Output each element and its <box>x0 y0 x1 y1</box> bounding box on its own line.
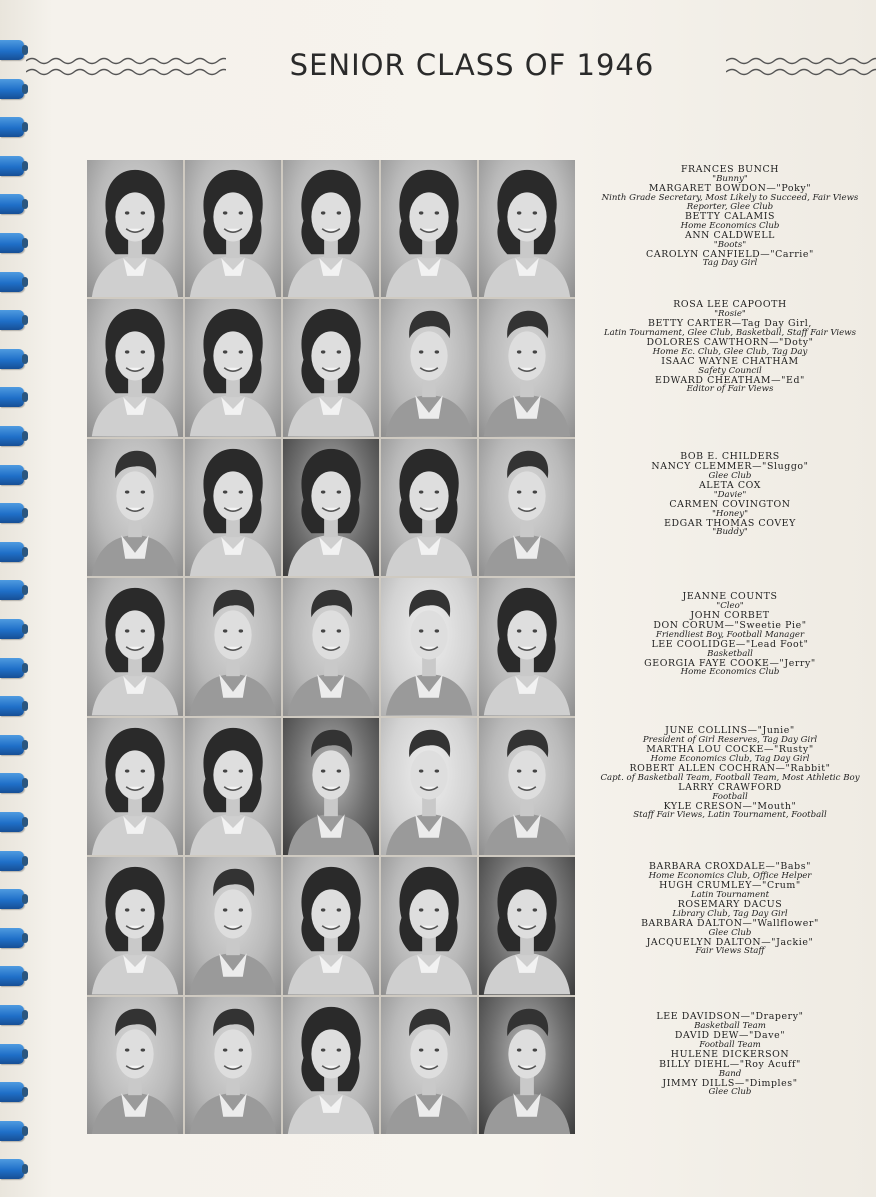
binding-coil <box>0 1005 24 1025</box>
student-name: JUNE COLLINS—"Junie" <box>665 725 795 736</box>
student-name: LEE DAVIDSON—"Drapery" <box>656 1011 804 1022</box>
binding-coil <box>0 696 24 716</box>
student-entry <box>590 1079 870 1098</box>
student-name: CAROLYN CANFIELD—"Carrie" <box>646 248 814 260</box>
student-detail: Latin Tournament <box>690 889 770 900</box>
student-entry <box>590 500 870 519</box>
portrait-photo <box>87 439 183 576</box>
student-name: MARGARET BOWDON—"Poky" <box>648 182 812 194</box>
portrait-photo <box>381 857 477 994</box>
portrait-grid <box>87 160 575 1134</box>
binding-coil <box>0 928 24 948</box>
student-entry <box>590 1060 870 1079</box>
portrait-photo <box>283 578 379 715</box>
binding-coil <box>0 156 24 176</box>
student-entry <box>590 184 870 212</box>
name-block <box>590 592 870 677</box>
binding-coil <box>0 349 24 369</box>
binding-coil <box>0 117 24 137</box>
student-entry <box>590 231 870 250</box>
binding-coil <box>0 580 24 600</box>
student-entry <box>590 592 870 611</box>
student-detail: Tag Day Girl <box>702 258 758 269</box>
portrait-photo <box>87 997 183 1134</box>
student-detail: Library Club, Tag Day Girl <box>672 908 788 919</box>
student-entry <box>590 640 870 659</box>
student-detail: Latin Tournament, Glee Club, Basketball, Staff Fair Views <box>603 327 857 338</box>
portrait-photo <box>87 299 183 436</box>
student-entry <box>590 919 870 938</box>
student-detail: Safety Council <box>698 365 762 376</box>
binding-coil <box>0 1044 24 1064</box>
student-name: CARMEN COVINGTON <box>669 498 791 510</box>
portrait-photo <box>185 857 281 994</box>
portrait-photo <box>283 299 379 436</box>
name-block <box>590 165 870 268</box>
student-name: HUGH CRUMLEY—"Crum" <box>659 879 801 891</box>
student-entry <box>590 881 870 900</box>
portrait-photo <box>87 857 183 994</box>
portrait-photo <box>87 718 183 855</box>
student-detail: Glee Club <box>708 927 752 938</box>
student-detail: Basketball Team <box>694 1020 766 1031</box>
binding-coil <box>0 233 24 253</box>
portrait-photo <box>283 718 379 855</box>
title-row <box>20 44 876 88</box>
student-detail: "Honey" <box>711 508 749 519</box>
student-detail: "Cleo" <box>716 600 744 611</box>
portrait-photo <box>381 578 477 715</box>
binding-coil <box>0 542 24 562</box>
student-detail: "Davie" <box>713 489 747 500</box>
binding-coil <box>0 735 24 755</box>
student-name: MARTHA LOU COCKE—"Rusty" <box>646 743 814 755</box>
student-detail: Home Economics Club <box>680 667 780 678</box>
student-name: DAVID DEW—"Dave" <box>674 1029 786 1041</box>
student-entry <box>590 802 870 821</box>
student-entry <box>590 338 870 357</box>
student-name: BARBARA DALTON—"Wallflower" <box>641 917 819 929</box>
student-entry <box>590 250 870 269</box>
portrait-photo <box>479 857 575 994</box>
student-name: BOB E. CHILDERS <box>680 451 780 462</box>
student-name: ISAAC WAYNE CHATHAM <box>661 355 799 367</box>
student-entry <box>590 300 870 319</box>
portrait-photo <box>185 439 281 576</box>
student-name: JEANNE COUNTS <box>682 591 778 602</box>
portrait-photo <box>283 857 379 994</box>
binding-coil <box>0 503 24 523</box>
student-detail: Editor of Fair Views <box>686 384 774 395</box>
student-name: ROSEMARY DACUS <box>677 898 783 910</box>
portrait-photo <box>283 439 379 576</box>
student-detail: Home Economics Club, Office Helper <box>648 870 812 881</box>
student-detail: Staff Fair Views, Latin Tournament, Football <box>633 810 827 821</box>
student-name: FRANCES BUNCH <box>680 164 780 175</box>
portrait-photo <box>479 439 575 576</box>
student-detail: Glee Club <box>708 470 752 481</box>
student-entry <box>590 319 870 338</box>
portrait-photo <box>381 160 477 297</box>
student-detail: Home Economics Club <box>680 220 780 231</box>
binding-coil <box>0 194 24 214</box>
binding-coil <box>0 773 24 793</box>
student-entry <box>590 1031 870 1050</box>
student-entry <box>590 862 870 881</box>
student-detail: Friendliest Boy, Football Manager <box>655 629 805 640</box>
binding-coil <box>0 966 24 986</box>
binding-coil <box>0 812 24 832</box>
student-entry <box>590 783 870 802</box>
student-name: LARRY CRAWFORD <box>678 781 782 793</box>
student-entry <box>590 212 870 231</box>
name-block <box>590 726 870 820</box>
portrait-photo <box>479 718 575 855</box>
binding-coil <box>0 658 24 678</box>
spiral-binding <box>0 40 30 1190</box>
student-detail: Basketball <box>707 648 753 659</box>
student-detail: "Rosie" <box>714 308 746 319</box>
portrait-photo <box>185 160 281 297</box>
student-entry <box>590 481 870 500</box>
name-block <box>590 1012 870 1097</box>
binding-coil <box>0 889 24 909</box>
student-name: JIMMY DILLS—"Dimples" <box>662 1077 798 1089</box>
student-name: GEORGIA FAYE COOKE—"Jerry" <box>644 657 816 669</box>
student-entry <box>590 462 870 481</box>
binding-coil <box>0 851 24 871</box>
student-detail: Home Ec. Club, Glee Club, Tag Day <box>652 346 808 357</box>
student-name: BILLY DIEHL—"Roy Acuff" <box>659 1058 801 1070</box>
portrait-photo <box>381 997 477 1134</box>
student-name: LEE COOLIDGE—"Lead Foot" <box>651 638 809 650</box>
name-block <box>590 862 870 956</box>
student-entry <box>590 659 870 678</box>
binding-coil <box>0 1121 24 1141</box>
student-entry <box>590 764 870 783</box>
student-name: JOHN CORBET <box>690 609 770 621</box>
student-name: ALETA COX <box>698 479 762 491</box>
student-detail: "Buddy" <box>712 527 748 538</box>
student-name: EDWARD CHEATHAM—"Ed" <box>655 374 805 386</box>
binding-coil <box>0 1082 24 1102</box>
portrait-photo <box>479 299 575 436</box>
student-entry <box>590 519 870 538</box>
student-detail: Home Economics Club, Tag Day Girl <box>650 753 810 764</box>
student-name: BARBARA CROXDALE—"Babs" <box>648 861 812 872</box>
student-entry <box>590 900 870 919</box>
portrait-photo <box>283 997 379 1134</box>
student-entry <box>590 1012 870 1031</box>
student-detail: "Bunny" <box>712 173 748 184</box>
student-detail: Capt. of Basketball Team, Football Team, Most Athletic Boy <box>600 772 860 783</box>
student-name: ROBERT ALLEN COCHRAN—"Rabbit" <box>629 762 831 774</box>
portrait-photo <box>479 578 575 715</box>
portrait-photo <box>479 997 575 1134</box>
student-name: JACQUELYN DALTON—"Jackie" <box>646 936 814 948</box>
binding-coil <box>0 310 24 330</box>
student-entry <box>590 357 870 376</box>
student-entry <box>590 165 870 184</box>
wave-ornament-right-icon <box>726 54 876 80</box>
portrait-photo <box>283 160 379 297</box>
binding-coil <box>0 619 24 639</box>
student-detail: Glee Club <box>708 1087 752 1098</box>
portrait-photo <box>185 578 281 715</box>
binding-coil <box>0 272 24 292</box>
student-entry <box>590 621 870 640</box>
binding-coil <box>0 387 24 407</box>
student-name: NANCY CLEMMER—"Sluggo" <box>651 460 809 472</box>
portrait-photo <box>381 439 477 576</box>
binding-coil <box>0 426 24 446</box>
portrait-photo <box>381 718 477 855</box>
student-name: ROSA LEE CAPOOTH <box>673 299 787 310</box>
student-entry <box>590 376 870 395</box>
portrait-photo <box>479 160 575 297</box>
student-name: EDGAR THOMAS COVEY <box>664 517 796 529</box>
student-detail: Football Team <box>699 1039 761 1050</box>
portrait-photo <box>87 578 183 715</box>
student-name: KYLE CRESON—"Mouth" <box>663 800 797 812</box>
page-title: SENIOR CLASS OF 1946 <box>289 48 655 82</box>
student-entry <box>590 726 870 745</box>
name-block <box>590 300 870 394</box>
student-name: ANN CALDWELL <box>685 229 775 241</box>
binding-coil <box>0 465 24 485</box>
student-detail: Fair Views Staff <box>695 946 765 957</box>
student-entry <box>590 938 870 957</box>
binding-coil <box>0 1159 24 1179</box>
portrait-photo <box>185 997 281 1134</box>
student-detail: Ninth Grade Secretary, Most Likely to Succeed, Fair Views Reporter, Glee Club <box>601 192 859 212</box>
portrait-photo <box>185 299 281 436</box>
student-name: BETTY CARTER—Tag Day Girl, <box>648 317 812 329</box>
student-name: DON CORUM—"Sweetie Pie" <box>653 619 807 631</box>
student-detail: President of Girl Reserves, Tag Day Girl <box>642 734 818 745</box>
portrait-photo <box>87 160 183 297</box>
student-detail: Football <box>712 791 748 802</box>
student-name: BETTY CALAMIS <box>684 210 776 222</box>
student-name: HULENE DICKERSON <box>670 1048 790 1060</box>
student-detail: "Boots" <box>713 239 747 250</box>
portrait-photo <box>381 299 477 436</box>
student-detail: Band <box>718 1068 742 1079</box>
portrait-photo <box>185 718 281 855</box>
wave-ornament-left-icon <box>26 54 226 80</box>
name-block <box>590 452 870 537</box>
student-entry <box>590 745 870 764</box>
student-name: DOLORES CAWTHORN—"Doty" <box>646 336 814 348</box>
